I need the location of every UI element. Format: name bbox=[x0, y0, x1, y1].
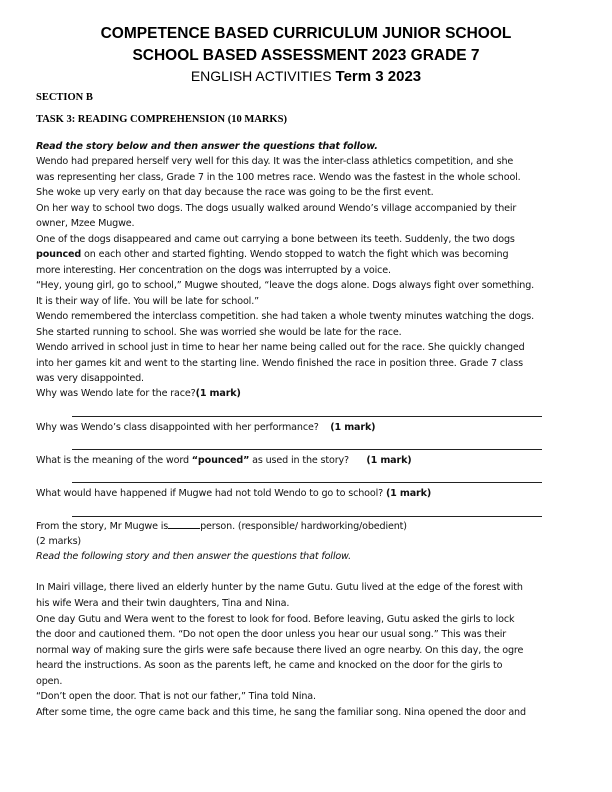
question-3 bbox=[36, 453, 412, 469]
header-title-line1: COMPETENCE BASED CURRICULUM JUNIOR SCHOOL bbox=[100, 25, 512, 42]
passage1-line: She woke up very early on that day because the race was going to be the first event. bbox=[36, 187, 434, 198]
passage1-line: was very disappointed. bbox=[36, 373, 144, 384]
fill-in-blank[interactable] bbox=[168, 519, 200, 529]
question-4-marks: (1 mark) bbox=[385, 488, 432, 499]
header-subject-line bbox=[0, 68, 612, 85]
section-heading: SECTION B bbox=[36, 92, 93, 103]
question-4 bbox=[36, 486, 431, 502]
question-5-text-before: From the story, Mr Mugwe is bbox=[36, 521, 169, 532]
header-title-line2: SCHOOL BASED ASSESSMENT 2023 GRADE 7 bbox=[132, 47, 480, 64]
question-5-marks: (2 marks) bbox=[36, 536, 82, 547]
question-2 bbox=[36, 420, 375, 436]
subject-label: ENGLISH ACTIVITIES bbox=[190, 68, 336, 84]
question-5-text-after: person. (responsible/ hardworking/obedient) bbox=[200, 521, 407, 532]
passage1-line: Wendo arrived in school just in time to hear her name being called out for the race. She quickly changed bbox=[36, 342, 525, 353]
question-1-text: Why was Wendo late for the race? bbox=[36, 388, 196, 399]
passage1-line: It is their way of life. You will be late for school.” bbox=[36, 296, 259, 307]
passage1-line: was representing her class, Grade 7 in the 100 metres race. Wendo was the fastest in the whole school. bbox=[36, 172, 521, 183]
term-label: Term 3 2023 bbox=[335, 68, 422, 85]
passage2-line: heard the instructions. As soon as the parents left, he came and knocked on the door for the girls to bbox=[36, 660, 503, 671]
passage2-line: One day Gutu and Wera went to the forest to look for food. Before leaving, Gutu asked the girls to lock bbox=[36, 614, 515, 625]
passage2-line: open. bbox=[36, 676, 63, 687]
answer-line-3[interactable] bbox=[72, 482, 542, 483]
answer-line-4[interactable] bbox=[72, 516, 542, 517]
passage1-line: more interesting. Her concentration on the dogs was interrupted by a voice. bbox=[36, 265, 391, 276]
question-3-bold-word: “pounced” bbox=[191, 455, 250, 466]
passage1-line-rest: on each other and started fighting. Wendo stopped to watch the fight which was becoming bbox=[81, 249, 509, 260]
question-5 bbox=[36, 519, 407, 535]
question-3-marks: (1 mark) bbox=[366, 455, 412, 466]
passage1-line: Wendo had prepared herself very well for this day. It was the inter-class athletics competition, and she bbox=[36, 156, 514, 167]
question-2-text: Why was Wendo’s class disappointed with her performance? bbox=[36, 422, 331, 433]
question-1 bbox=[36, 386, 241, 402]
answer-line-1[interactable] bbox=[72, 416, 542, 417]
question-2-marks: (1 mark) bbox=[330, 422, 376, 433]
question-3-text-before: What is the meaning of the word bbox=[36, 455, 192, 466]
passage1-line: owner, Mzee Mugwe. bbox=[36, 218, 135, 229]
question-1-marks: (1 mark) bbox=[195, 388, 241, 399]
passage1-line: “Hey, young girl, go to school,” Mugwe shouted, “leave the dogs alone. Dogs always fight over something. bbox=[36, 280, 535, 291]
question-4-text: What would have happened if Mugwe had not told Wendo to go to school? bbox=[36, 488, 386, 499]
passage2-line: After some time, the ogre came back and this time, he sang the familiar song. Nina opened the door and bbox=[36, 707, 526, 718]
question-3-text-after: as used in the story? bbox=[249, 455, 367, 466]
passage1-line: She started running to school. She was worried she would be late for the race. bbox=[36, 327, 402, 338]
passage2-line: the door and cautioned them. “Do not open the door unless you hear our usual song.” This was their bbox=[36, 629, 507, 640]
passage1-line: into her games kit and went to the starting line. Wendo finished the race in position three. Grade 7 class bbox=[36, 358, 523, 369]
passage2-line: normal way of making sure the girls were safe because there lived an ogre nearby. On this day, the ogre bbox=[36, 645, 524, 656]
bold-word-pounced: pounced bbox=[36, 249, 82, 260]
passage1-instruction: Read the story below and then answer the questions that follow. bbox=[36, 141, 378, 152]
passage2-line: “Don’t open the door. That is not our father,” Tina told Nina. bbox=[36, 691, 316, 702]
passage1-line-pounced bbox=[36, 247, 508, 263]
passage2-line: In Mairi village, there lived an elderly hunter by the name Gutu. Gutu lived at the edge of the forest with bbox=[36, 582, 523, 593]
task-heading: TASK 3: READING COMPREHENSION (10 MARKS) bbox=[36, 114, 287, 125]
passage2-line: his wife Wera and their twin daughters, Tina and Nina. bbox=[36, 598, 290, 609]
passage1-line: On her way to school two dogs. The dogs usually walked around Wendo’s village accompanied by their bbox=[36, 203, 517, 214]
passage1-line: Wendo remembered the interclass competition. she had taken a whole twenty minutes watching the dogs. bbox=[36, 311, 535, 322]
passage1-line: One of the dogs disappeared and came out carrying a bone between its teeth. Suddenly, the two dogs bbox=[36, 234, 515, 245]
answer-line-2[interactable] bbox=[72, 449, 542, 450]
passage2-instruction: Read the following story and then answer the questions that follow. bbox=[36, 551, 352, 562]
